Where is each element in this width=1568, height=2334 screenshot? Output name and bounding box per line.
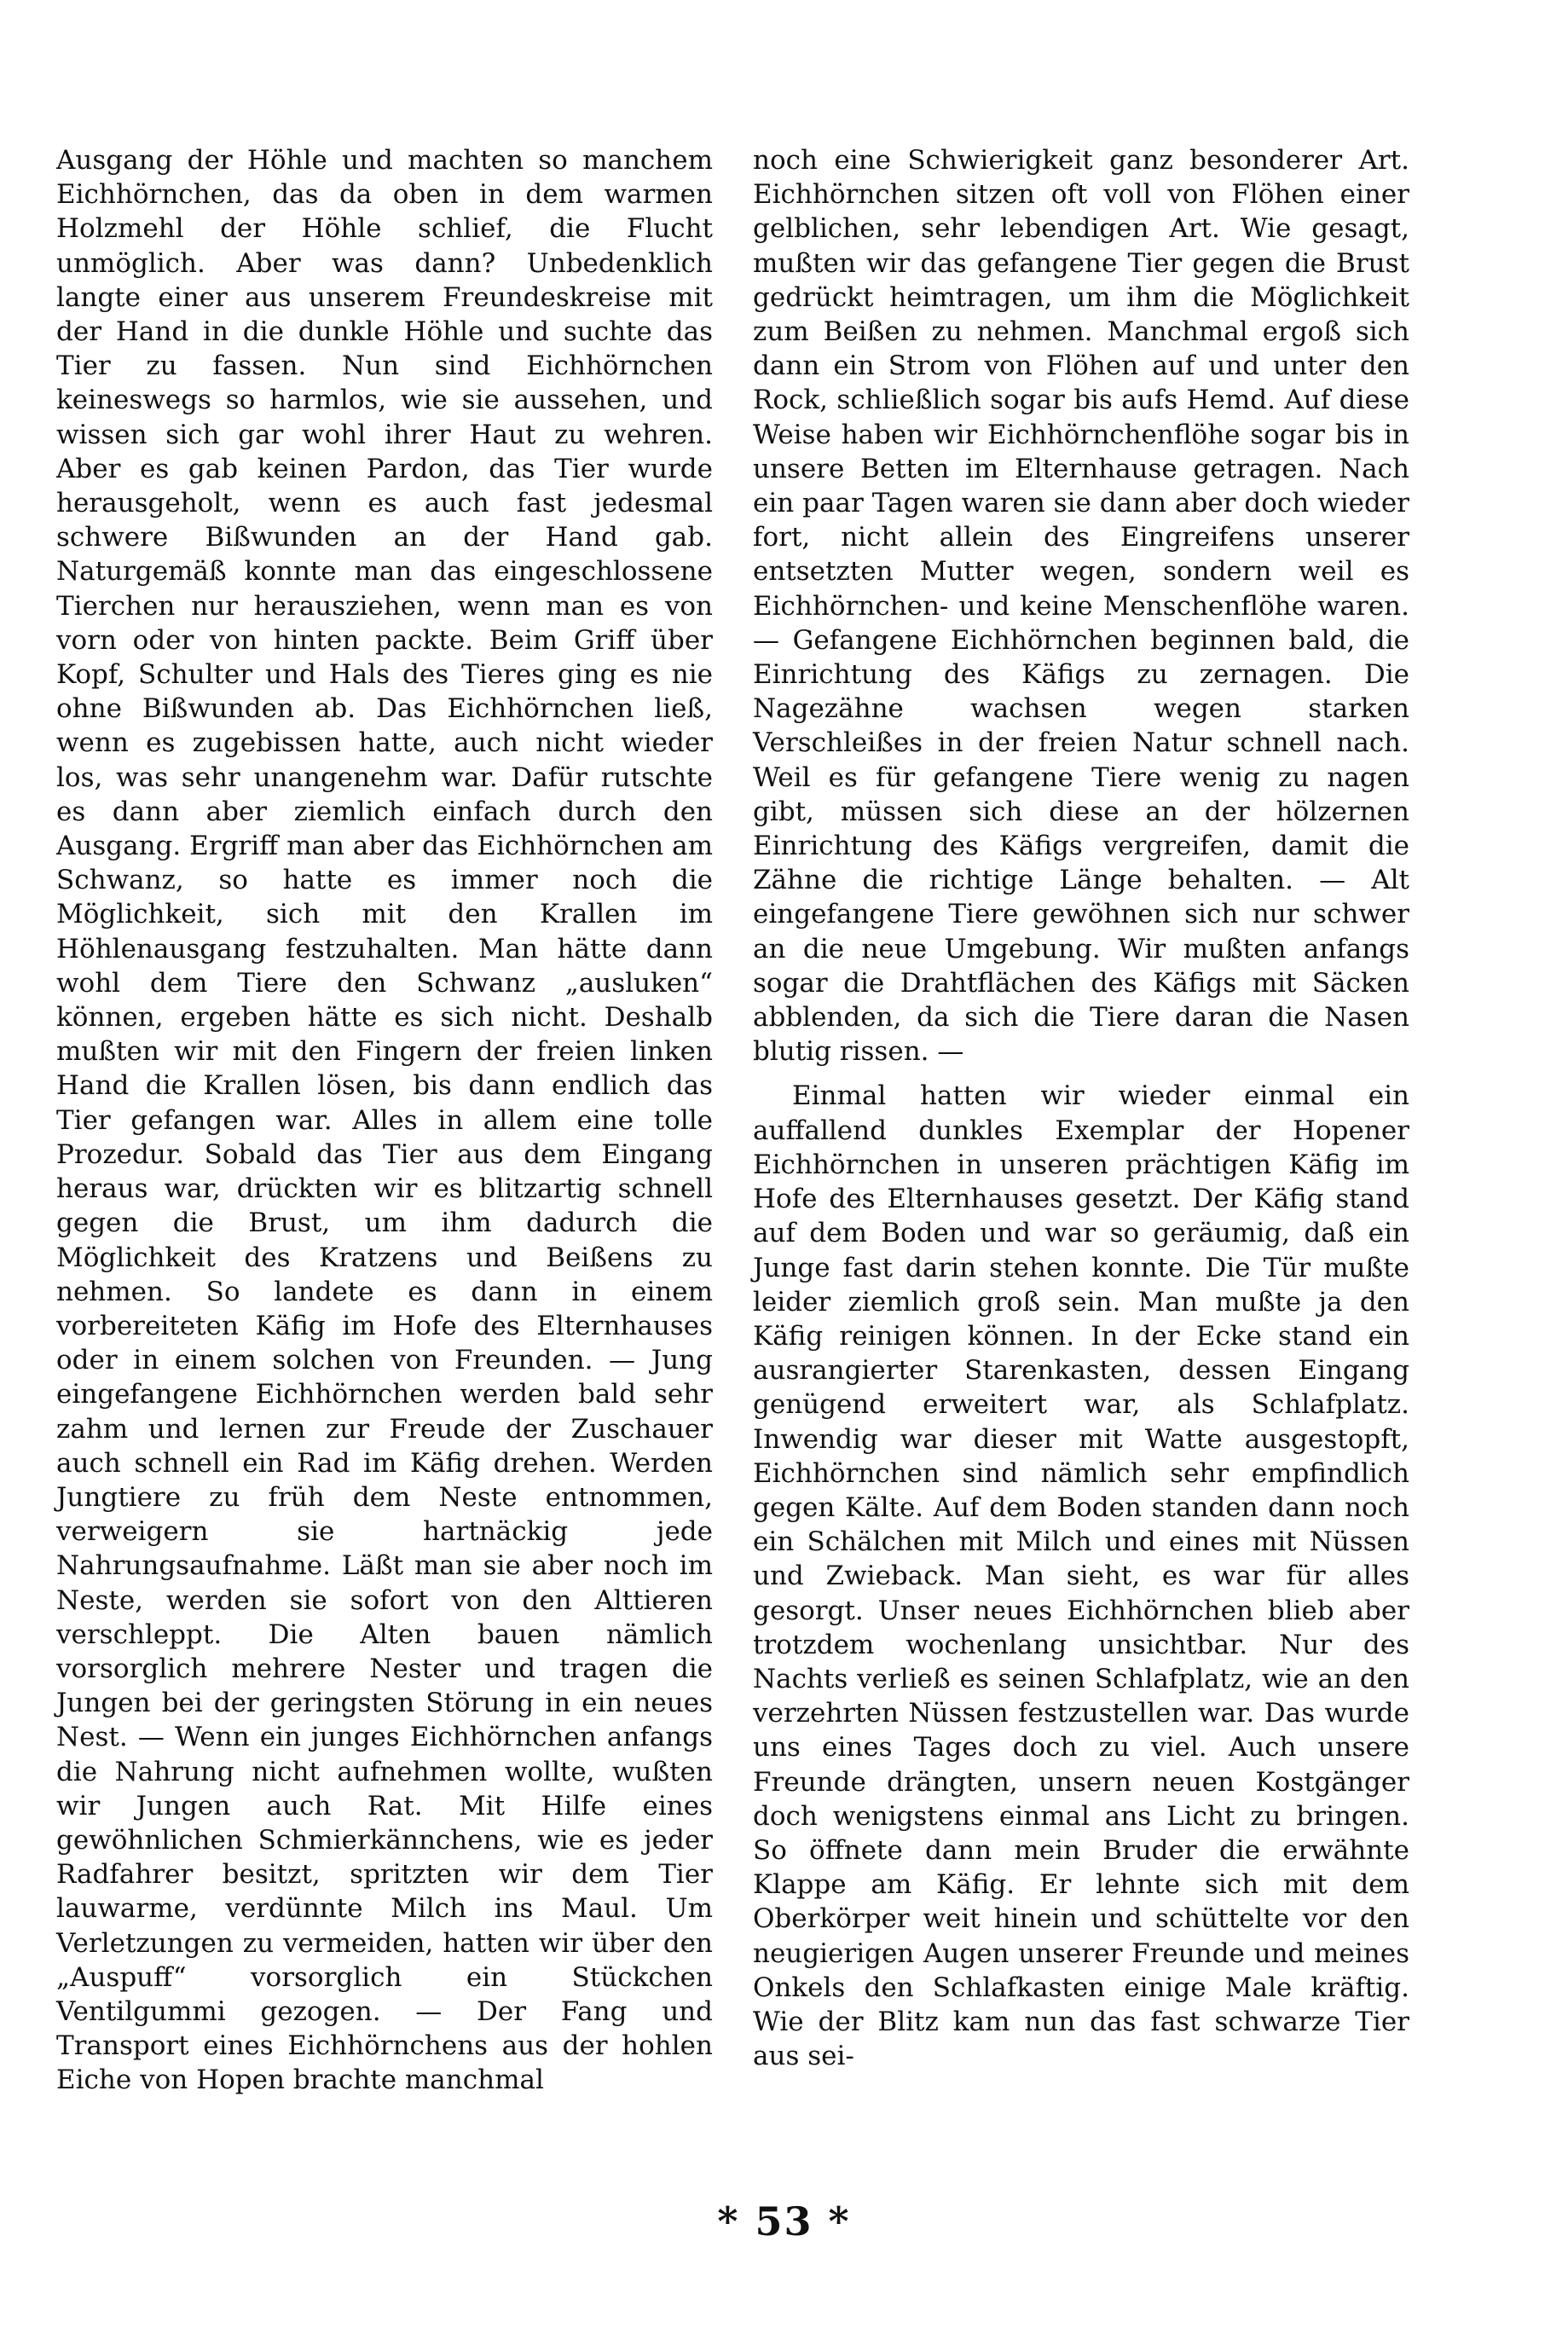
page-number: * 53 *	[717, 2198, 851, 2244]
body-paragraph: Einmal hatten wir wieder einmal ein auffallend dunkles Exemplar der Hopener Eichhörnchen in unseren prächtigen Käfig im Hofe des Elternhauses gesetzt. Der Käfig stand auf dem Boden und war so geräumig, daß ein Junge fast darin stehen konnte. Die Tür mußte leider ziemlich groß sein. Man mußte ja den Käfig reinigen können. In der Ecke stand ein ausrangierter Starenkasten, dessen Eingang genügend erweitert war, als Schlafplatz. Inwendig war dieser mit Watte ausgestopft, Eichhörnchen sind nämlich sehr empfindlich gegen Kälte. Auf dem Boden standen dann noch ein Schälchen mit Milch und eines mit Nüssen und Zwieback. Man sieht, es war für alles gesorgt. Unser neues Eichhörnchen blieb aber trotzdem wochenlang unsichtbar. Nur des Nachts verließ es seinen Schlafplatz, wie an den verzehrten Nüssen festzustellen war. Das wurde uns eines Tages doch zu viel. Auch unsere Freunde drängten, unsern neuen Kostgänger doch wenigstens einmal ans Licht zu bringen. So öffnete dann mein Bruder die erwähnte Klappe am Käfig. Er lehnte sich mit dem Oberkörper weit hinein und schüttelte vor den neugierigen Augen unserer Freunde und meines Onkels den Schlafkasten einige Male kräftig. Wie der Blitz kam nun das fast schwarze Tier aus sei-	[753, 1080, 1409, 2072]
body-paragraph: Ausgang der Höhle und machten so manchem Eichhörnchen, das da oben in dem warmen Holzmehl der Höhle schlief, die Flucht unmöglich. Aber was dann? Unbedenklich langte einer aus unserem Freundeskreise mit der Hand in die dunkle Höhle und suchte das Tier zu fassen. Nun sind Eichhörnchen keineswegs so harmlos, wie sie aussehen, und wissen sich gar wohl ihrer Haut zu wehren. Aber es gab keinen Pardon, das Tier wurde herausgeholt, wenn es auch fast jedesmal schwere Bißwunden an der Hand gab. Naturgemäß konnte man das eingeschlossene Tierchen nur herausziehen, wenn man es von vorn oder von hinten packte. Beim Griff über Kopf, Schulter und Hals des Tieres ging es nie ohne Bißwunden ab. Das Eichhörnchen ließ, wenn es zugebissen hatte, auch nicht wieder los, was sehr unangenehm war. Dafür rutschte es dann aber ziemlich einfach durch den Ausgang. Ergriff man aber das Eichhörnchen am Schwanz, so hatte es immer noch die Möglichkeit, sich mit den Krallen im Höhlenausgang festzuhalten. Man hätte dann wohl dem Tiere den Schwanz „ausluken“ können, ergeben hätte es sich nicht. Deshalb mußten wir mit den Fingern der freien linken Hand die Krallen lösen, bis dann endlich das Tier gefangen war. Alles in allem eine tolle Prozedur. Sobald das Tier aus dem Eingang heraus war, drückten wir es blitzartig schnell gegen die Brust, um ihm dadurch die Möglichkeit des Kratzens und Beißens zu nehmen. So landete es dann in einem vorbereiteten Käfig im Hofe des Elternhauses oder in einem solchen von Freunden. — Jung eingefangene Eichhörnchen werden bald sehr zahm und lernen zur Freude der Zuschauer auch schnell ein Rad im Käfig drehen. Werden Jungtiere zu früh dem Neste entnommen, verweigern sie hartnäckig jede Nahrungsaufnahme. Läßt man sie aber noch im Neste, werden sie sofort von den Alttieren verschleppt. Die Alten bauen nämlich vorsorglich mehrere Nester und tragen die Jungen bei der geringsten Störung in ein neues Nest. — Wenn ein junges Eichhörnchen anfangs die Nahrung nicht aufnehmen wollte, wußten wir Jungen auch Rat. Mit Hilfe eines gewöhnlichen Schmierkännchens, wie es jeder Radfahrer besitzt, spritzten wir dem Tier lauwarme, verdünnte Milch ins Maul. Um Verletzungen zu vermeiden, hatten wir über den „Auspuff“ vorsorglich ein Stückchen Ventilgummi gezogen. — Der Fang und Transport eines Eichhörnchens aus der hohlen Eiche von Hopen brachte manchmal	[56, 145, 713, 2096]
body-paragraph: noch eine Schwierigkeit ganz besonderer Art. Eichhörnchen sitzen oft voll von Flöhen einer gelblichen, sehr lebendigen Art. Wie gesagt, mußten wir das gefangene Tier gegen die Brust gedrückt heimtragen, um ihm die Möglichkeit zum Beißen zu nehmen. Manchmal ergoß sich dann ein Strom von Flöhen auf und unter den Rock, schließlich sogar bis aufs Hemd. Auf diese Weise haben wir Eichhörnchenflöhe sogar bis in unsere Betten im Elternhause getragen. Nach ein paar Tagen waren sie dann aber doch wieder fort, nicht allein des Eingreifens unserer entsetzten Mutter wegen, sondern weil es Eichhörnchen- und keine Menschenflöhe waren. — Gefangene Eichhörnchen beginnen bald, die Einrichtung des Käfigs zu zernagen. Die Nagezähne wachsen wegen starken Verschleißes in der freien Natur schnell nach. Weil es für gefangene Tiere wenig zu nagen gibt, müssen sich diese an der hölzernen Einrichtung des Käfigs vergreifen, damit die Zähne die richtige Länge behalten. — Alt eingefangene Tiere gewöhnen sich nur schwer an die neue Umgebung. Wir mußten anfangs sogar die Drahtflächen des Käfigs mit Säcken abblenden, da sich die Tiere daran die Nasen blutig rissen. —	[753, 145, 1409, 1068]
right-text-column	[753, 143, 1409, 2073]
left-text-column	[56, 143, 713, 2098]
